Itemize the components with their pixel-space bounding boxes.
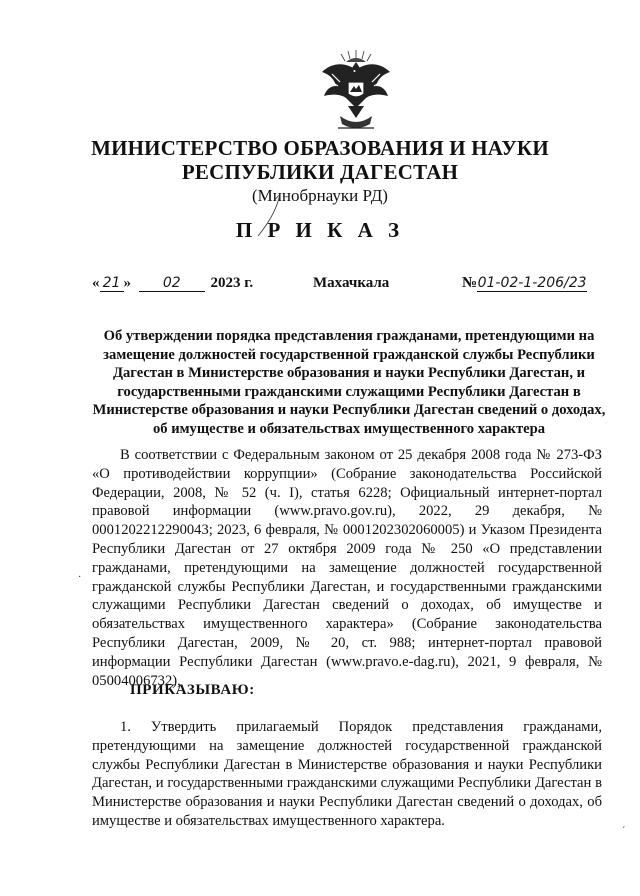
date-month: 02 (139, 275, 205, 292)
date-open-quote: « (92, 275, 100, 291)
order-word: ПРИКАЗЫВАЮ: (130, 682, 255, 698)
ministry-name (0, 136, 640, 184)
order-date (92, 275, 253, 292)
order-number-value: 01-02-1-206/23 (477, 275, 587, 291)
date-year: 2023 г. (210, 275, 254, 291)
document-type-title: П Р И К А З (235, 218, 405, 242)
preamble-paragraph: В соответствии с Федеральным законом от 25 декабря 2008 года № 273-ФЗ «О противодействии коррупции» (Собрание законодательства Российской Федерации, 2008, № 52 (ч. I), статья 6228; Официальный интернет-портал правовой информации (www.pravo.gov.ru), 2022, 29 декабря, № 0001202212290043; 2023, 6 февраля, № 0001202302060005) и Указом Президента Республики Дагестан от 27 октября 2009 года № 250 «О представлении гражданами, претендующими на замещение должностей государственной гражданской службы Республики Дагестан, и государственными гражданскими служащими Республики Дагестан сведений о доходах, об имуществе и обязательствах имущественного характера» (Собрание законодательства Республики Дагестан, 2009, № 20, ст. 988; интернет-портал правовой информации Республики Дагестан (www.pravo.e-dag.ru), 2021, 9 февраля, № 05004006732), (92, 447, 602, 689)
scan-mark: · (78, 572, 82, 583)
order-subject: Об утверждении порядка представления гражданами, претендующими на замещение должностей государственной гражданской службы Республики Дагестан в Министерстве образования и науки Республики Дагестан, и государственными гражданскими служащими Республики Дагестан в Министерстве образования и науки Республики Дагестан сведений о доходах, об имуществе и обязательствах имущественного характера (92, 328, 606, 437)
date-day: 21 (100, 275, 124, 292)
order-city: Махачкала (313, 275, 390, 291)
dagestan-coat-of-arms-icon (318, 48, 394, 132)
order-number (462, 275, 587, 292)
ministry-name-line2: РЕСПУБЛИКИ ДАГЕСТАН (181, 160, 459, 184)
scan-mark: ˊ (622, 826, 626, 837)
ministry-name-line1: МИНИСТЕРСТВО ОБРАЗОВАНИЯ И НАУКИ (91, 136, 549, 160)
order-item-1: 1. Утвердить прилагаемый Порядок представления гражданами, претендующими на замещение должностей государственной гражданской службы Республики Дагестан в Министерстве образования и науки Республики Дагестан, и государственными гражданскими служащими Республики Дагестан в Министерстве образования и науки Республики Дагестан сведений о доходах, об имуществе и обязательствах имущественного характера. (92, 719, 602, 829)
date-close-quote: » (123, 275, 131, 291)
order-number-prefix: № (462, 275, 478, 291)
ministry-short-name: (Минобрнауки РД) (252, 186, 388, 205)
